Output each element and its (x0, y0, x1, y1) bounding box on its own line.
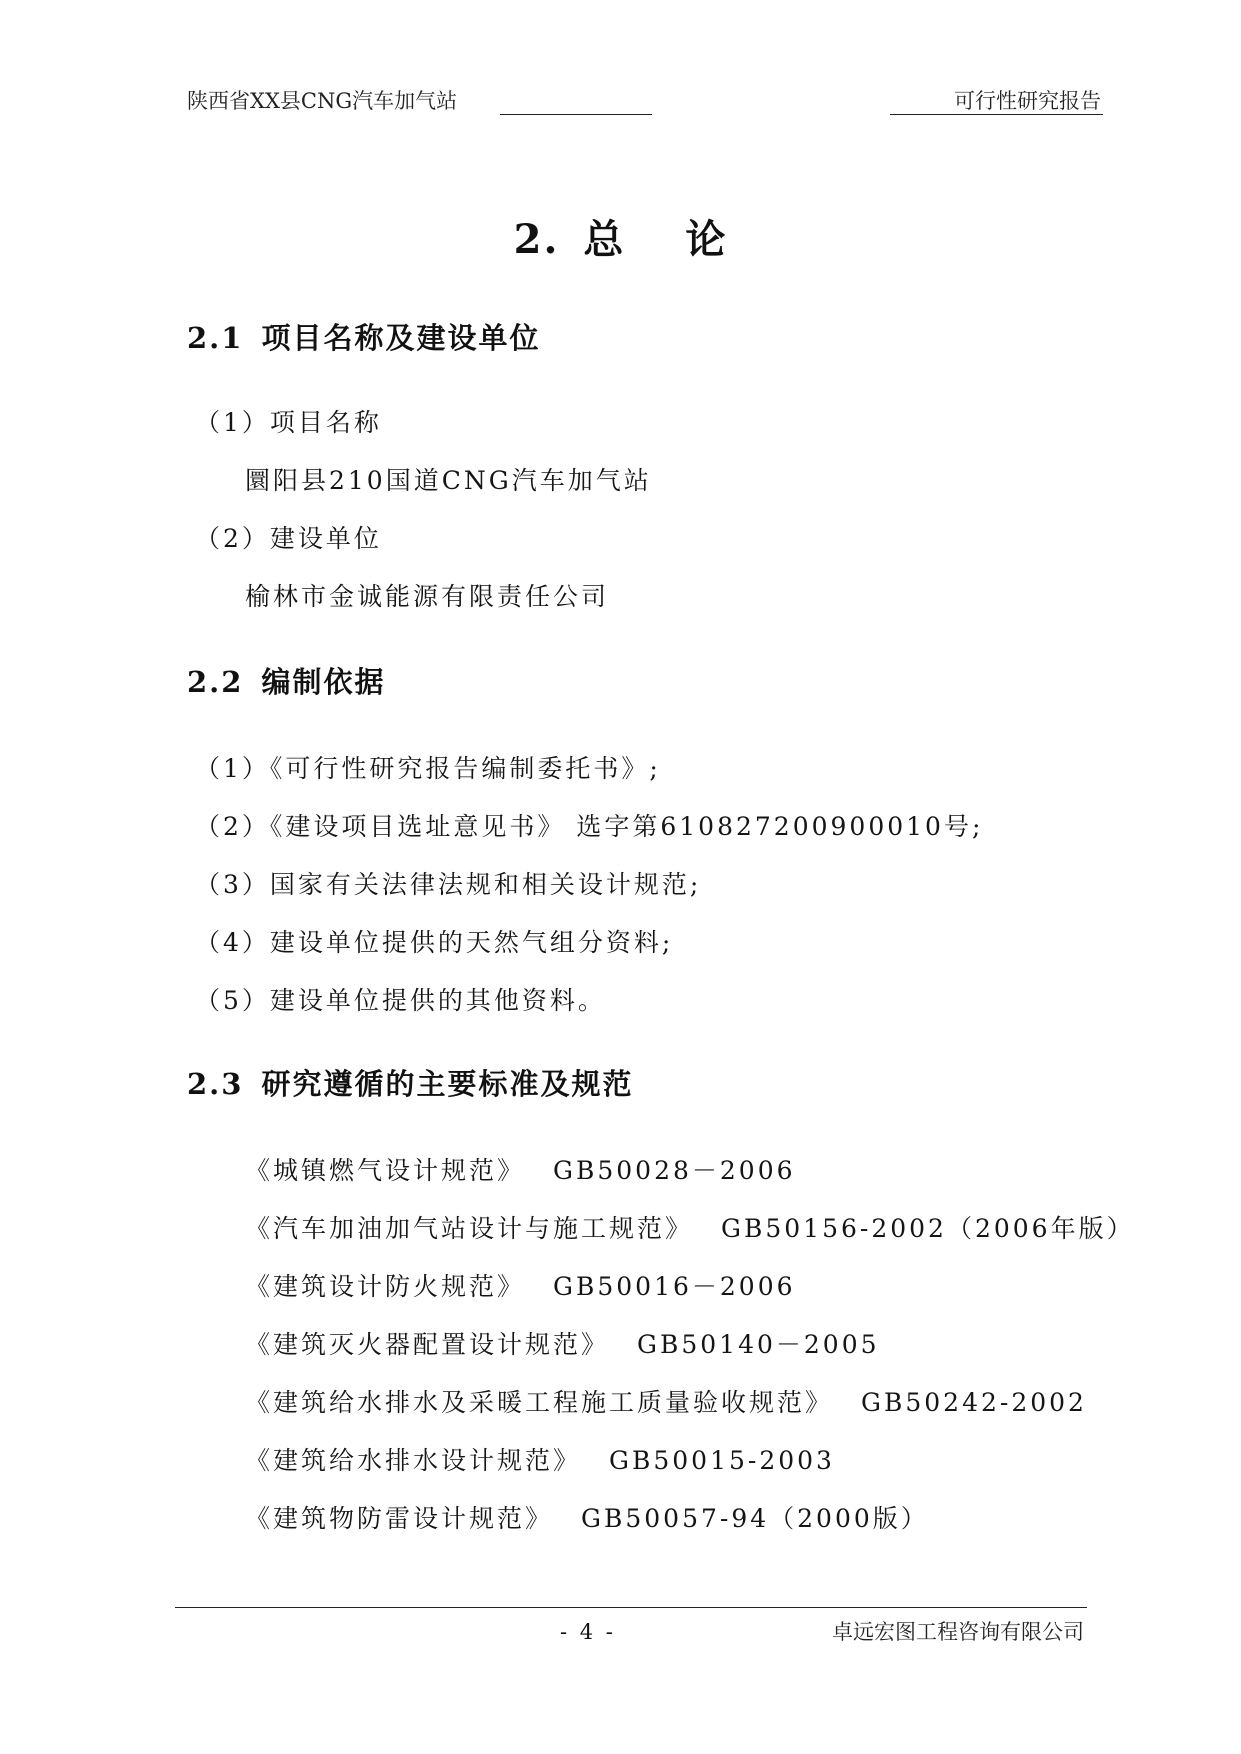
standard-item (245, 1328, 880, 1362)
basis-item-3: （3）国家有关法律法规和相关设计规范; (195, 870, 702, 899)
standard-item (245, 1386, 1087, 1420)
header-underline-left (500, 114, 652, 115)
standard-code: GB50016－2006 (553, 1272, 796, 1301)
item-value-project-name: 圜阳县210国道CNG汽车加气站 (245, 466, 652, 495)
section-heading: 编制依据 (261, 665, 386, 699)
section-heading: 项目名称及建设单位 (261, 321, 541, 355)
header-left-text: 陕西省XX县CNG汽车加气站 (187, 89, 458, 113)
standard-name: 《建筑设计防火规范》 (245, 1272, 526, 1301)
section-number: 2.1 (187, 321, 244, 355)
basis-item-1: （1）《可行性研究报告编制委托书》; (195, 754, 661, 783)
chapter-title-char-1: 总 (583, 216, 626, 263)
footer-company: 卓远宏图工程咨询有限公司 (832, 1620, 1084, 1644)
section-title-2-2 (187, 662, 385, 702)
standard-code: GB50242-2002 (861, 1388, 1087, 1417)
section-heading: 研究遵循的主要标准及规范 (261, 1067, 634, 1101)
chapter-title-char-2: 论 (685, 216, 728, 263)
standard-code: GB50156-2002（2006年版） (721, 1214, 1135, 1243)
item-label-builder: （2）建设单位 (195, 524, 382, 553)
standard-item (245, 1502, 929, 1536)
section-number: 2.2 (187, 665, 244, 699)
standard-name: 《建筑物防雷设计规范》 (245, 1504, 554, 1533)
item-label-project-name: （1）项目名称 (195, 408, 382, 437)
standard-code: GB50057-94（2000版） (581, 1504, 929, 1533)
chapter-title (0, 210, 1241, 270)
basis-item-4: （4）建设单位提供的天然气组分资料; (195, 928, 674, 957)
standard-code: GB50028－2006 (553, 1156, 796, 1185)
chapter-number: 2. (513, 216, 560, 263)
standard-code: GB50140－2005 (637, 1330, 880, 1359)
standard-item (245, 1270, 796, 1304)
standard-name: 《建筑灭火器配置设计规范》 (245, 1330, 610, 1359)
item-value-builder: 榆林市金诚能源有限责任公司 (245, 582, 610, 611)
section-title-2-3 (187, 1064, 633, 1104)
standard-name: 《建筑给水排水及采暖工程施工质量验收规范》 (245, 1388, 834, 1417)
standard-name: 《建筑给水排水设计规范》 (245, 1446, 582, 1475)
footer-rule (175, 1607, 1087, 1608)
standard-name: 《城镇燃气设计规范》 (245, 1156, 526, 1185)
header-underline-right (890, 114, 1103, 115)
page-number: - 4 - (560, 1620, 616, 1644)
basis-item-2: （2）《建设项目选址意见书》 选字第610827200900010号; (195, 812, 984, 841)
basis-item-5: （5）建设单位提供的其他资料。 (195, 986, 606, 1015)
standard-item (245, 1154, 796, 1188)
header-right-text: 可行性研究报告 (954, 89, 1101, 113)
standard-item (245, 1444, 835, 1478)
section-number: 2.3 (187, 1067, 244, 1101)
section-title-2-1 (187, 318, 540, 358)
standard-item (245, 1212, 1135, 1246)
standard-name: 《汽车加油加气站设计与施工规范》 (245, 1214, 694, 1243)
standard-code: GB50015-2003 (609, 1446, 835, 1475)
